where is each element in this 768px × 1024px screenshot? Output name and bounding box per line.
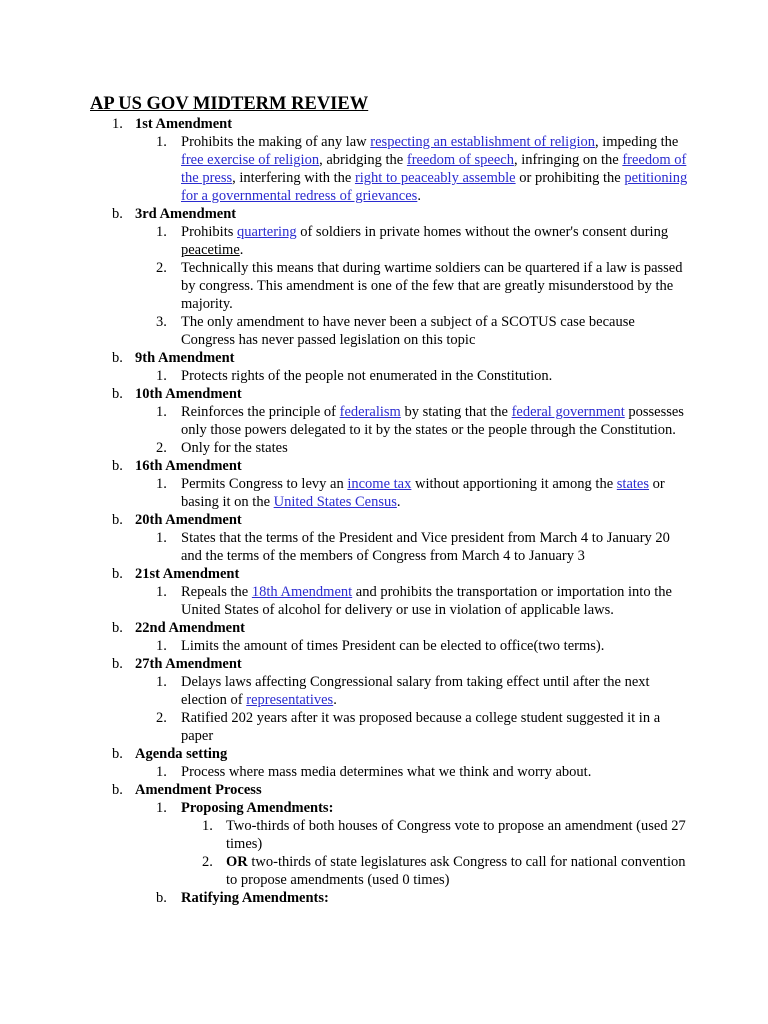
text-run: .	[417, 188, 421, 204]
list-marker: b.	[112, 386, 123, 402]
list-marker: b.	[112, 512, 123, 528]
list-item	[90, 583, 690, 619]
list-marker: b.	[112, 620, 123, 636]
text-run: without apportioning it among the	[411, 476, 617, 492]
list-marker: 1.	[156, 638, 167, 654]
section-agenda-setting	[90, 745, 690, 763]
section-heading: 27th Amendment	[135, 656, 242, 672]
section-3rd-amendment	[90, 205, 690, 223]
list-item-text: Only for the states	[181, 440, 288, 456]
text-run: .	[239, 242, 244, 258]
text-run: Repeals the	[181, 584, 252, 600]
list-marker: 1.	[156, 476, 167, 492]
link-federalism[interactable]: federalism	[339, 404, 401, 420]
link-18th-amendment[interactable]: 18th Amendment	[251, 584, 353, 600]
list-item	[90, 889, 690, 907]
link-right-to-assemble[interactable]: right to peaceably assemble	[354, 170, 516, 186]
list-item	[90, 403, 690, 439]
link-states[interactable]: states	[616, 476, 649, 492]
section-20th-amendment	[90, 511, 690, 529]
section-heading: Amendment Process	[135, 782, 262, 798]
link-income-tax[interactable]: income tax	[347, 476, 412, 492]
list-item-text	[181, 223, 690, 259]
list-marker: 1.	[112, 116, 123, 132]
list-item-text: Limits the amount of times President can be elected to office(two terms).	[181, 638, 605, 654]
section-9th-amendment	[90, 349, 690, 367]
document-title: AP US GOV MIDTERM REVIEW	[90, 94, 369, 114]
list-marker: b.	[112, 206, 123, 222]
text-run: , infringing on the	[513, 152, 623, 168]
text-run: by stating that the	[400, 404, 512, 420]
list-marker: 1.	[156, 800, 167, 816]
section-heading: 20th Amendment	[135, 512, 242, 528]
list-item	[90, 673, 690, 709]
list-marker: 2.	[202, 854, 213, 870]
list-item	[90, 367, 690, 385]
list-item-text	[181, 403, 690, 439]
section-heading: 22nd Amendment	[135, 620, 245, 636]
list-item	[90, 259, 690, 313]
list-marker: b.	[112, 782, 123, 798]
text-run: .	[333, 692, 337, 708]
link-representatives[interactable]: representatives	[246, 692, 334, 708]
list-marker: b.	[112, 566, 123, 582]
list-marker: b.	[112, 458, 123, 474]
section-10th-amendment	[90, 385, 690, 403]
text-run: .	[396, 494, 401, 510]
list-item	[90, 799, 690, 817]
list-marker: 1.	[156, 404, 167, 420]
text-run: Prohibits the making of any law	[181, 134, 371, 150]
list-marker: b.	[112, 350, 123, 366]
list-item	[90, 439, 690, 457]
list-item	[90, 475, 690, 511]
text-run: Prohibits	[181, 224, 237, 240]
list-item-text: Two-thirds of both houses of Congress vote to propose an amendment (used 27 times)	[226, 818, 686, 852]
list-item	[90, 709, 690, 745]
list-marker: b.	[156, 890, 167, 906]
section-heading: 1st Amendment	[135, 116, 233, 132]
list-item	[90, 133, 690, 205]
section-27th-amendment	[90, 655, 690, 673]
list-marker: 2.	[156, 260, 167, 276]
text-run: of soldiers in private homes without the owner's consent during	[296, 224, 669, 240]
text-run: possesses only those powers delegated to it by the states or the people through the Constitution.	[181, 404, 684, 438]
text-run: Reinforces the principle of	[181, 404, 340, 420]
list-marker: b.	[112, 746, 123, 762]
list-item-text	[226, 853, 690, 889]
list-marker: 1.	[156, 584, 167, 600]
link-establishment-of-religion[interactable]: respecting an establishment of religion	[370, 134, 595, 150]
list-item-text: Technically this means that during wartime soldiers can be quartered if a law is passed by congress. This amendment is one of the few that are greatly misunderstood by the majority.	[181, 260, 683, 312]
list-marker: 1.	[156, 530, 167, 546]
text-run: or prohibiting the	[515, 170, 625, 186]
list-item-text	[181, 133, 690, 205]
list-marker: 1.	[156, 674, 167, 690]
list-item	[90, 223, 690, 259]
list-item	[90, 313, 690, 349]
subsection-heading: Ratifying Amendments:	[181, 890, 329, 906]
link-freedom-of-press[interactable]: freedom of the press	[181, 152, 687, 186]
list-marker: 1.	[202, 818, 213, 834]
list-item	[90, 853, 690, 889]
list-item	[90, 763, 690, 781]
section-heading: 21st Amendment	[135, 566, 240, 582]
list-item	[90, 637, 690, 655]
link-federal-government[interactable]: federal government	[511, 404, 625, 420]
text-run: , impeding the	[594, 134, 679, 150]
list-item-text	[181, 673, 690, 709]
link-free-exercise[interactable]: free exercise of religion	[181, 152, 320, 168]
section-21st-amendment	[90, 565, 690, 583]
list-marker: 3.	[156, 314, 167, 330]
subsection-heading: Proposing Amendments:	[181, 800, 334, 816]
link-quartering[interactable]: quartering	[237, 224, 297, 240]
list-marker: 2.	[156, 440, 167, 456]
list-item	[90, 529, 690, 565]
list-item-text	[181, 583, 690, 619]
text-run: , interfering with the	[232, 170, 355, 186]
text-run: or basing it on the	[181, 476, 665, 510]
list-item-text: Ratified 202 years after it was proposed because a college student suggested it in a paper	[181, 710, 661, 744]
section-heading: Agenda setting	[135, 746, 228, 762]
list-marker: 1.	[156, 224, 167, 240]
link-united-states-census[interactable]: United States Census	[273, 494, 397, 510]
bold-or: OR	[226, 854, 248, 870]
list-item-text: Protects rights of the people not enumerated in the Constitution.	[181, 368, 553, 384]
underlined-peacetime: peacetime	[181, 242, 240, 258]
list-marker: 1.	[156, 134, 167, 150]
list-item	[90, 817, 690, 853]
list-item-text: Process where mass media determines what we think and worry about.	[181, 764, 592, 780]
section-heading: 16th Amendment	[135, 458, 242, 474]
text-run: , abridging the	[319, 152, 407, 168]
link-petitioning[interactable]: petitioning for a governmental redress of grievances	[181, 170, 688, 204]
link-freedom-of-speech[interactable]: freedom of speech	[406, 152, 514, 168]
section-heading: 9th Amendment	[135, 350, 235, 366]
section-amendment-process	[90, 781, 690, 799]
section-heading: 3rd Amendment	[135, 206, 237, 222]
text-run: and prohibits the transportation or importation into the United States of alcohol for delivery or use in violation of applicable laws.	[181, 584, 672, 618]
list-marker: 1.	[156, 764, 167, 780]
text-run: Permits Congress to levy an	[181, 476, 348, 492]
list-item-text	[181, 475, 690, 511]
section-1st-amendment	[90, 115, 690, 133]
list-item-text: The only amendment to have never been a subject of a SCOTUS case because Congress has never passed legislation on this topic	[181, 314, 635, 348]
document-body	[90, 93, 690, 907]
text-run: two-thirds of state legislatures ask Congress to call for national convention to propose amendments (used 0 times)	[226, 854, 686, 888]
section-heading: 10th Amendment	[135, 386, 242, 402]
section-22nd-amendment	[90, 619, 690, 637]
text-run: Delays laws affecting Congressional salary from taking effect until after the next election of	[181, 674, 650, 708]
list-marker: 1.	[156, 368, 167, 384]
list-marker: 2.	[156, 710, 167, 726]
list-item-text: States that the terms of the President and Vice president from March 4 to January 20 and the terms of the members of Congress from March 4 to January 3	[181, 530, 670, 564]
list-marker: b.	[112, 656, 123, 672]
section-16th-amendment	[90, 457, 690, 475]
